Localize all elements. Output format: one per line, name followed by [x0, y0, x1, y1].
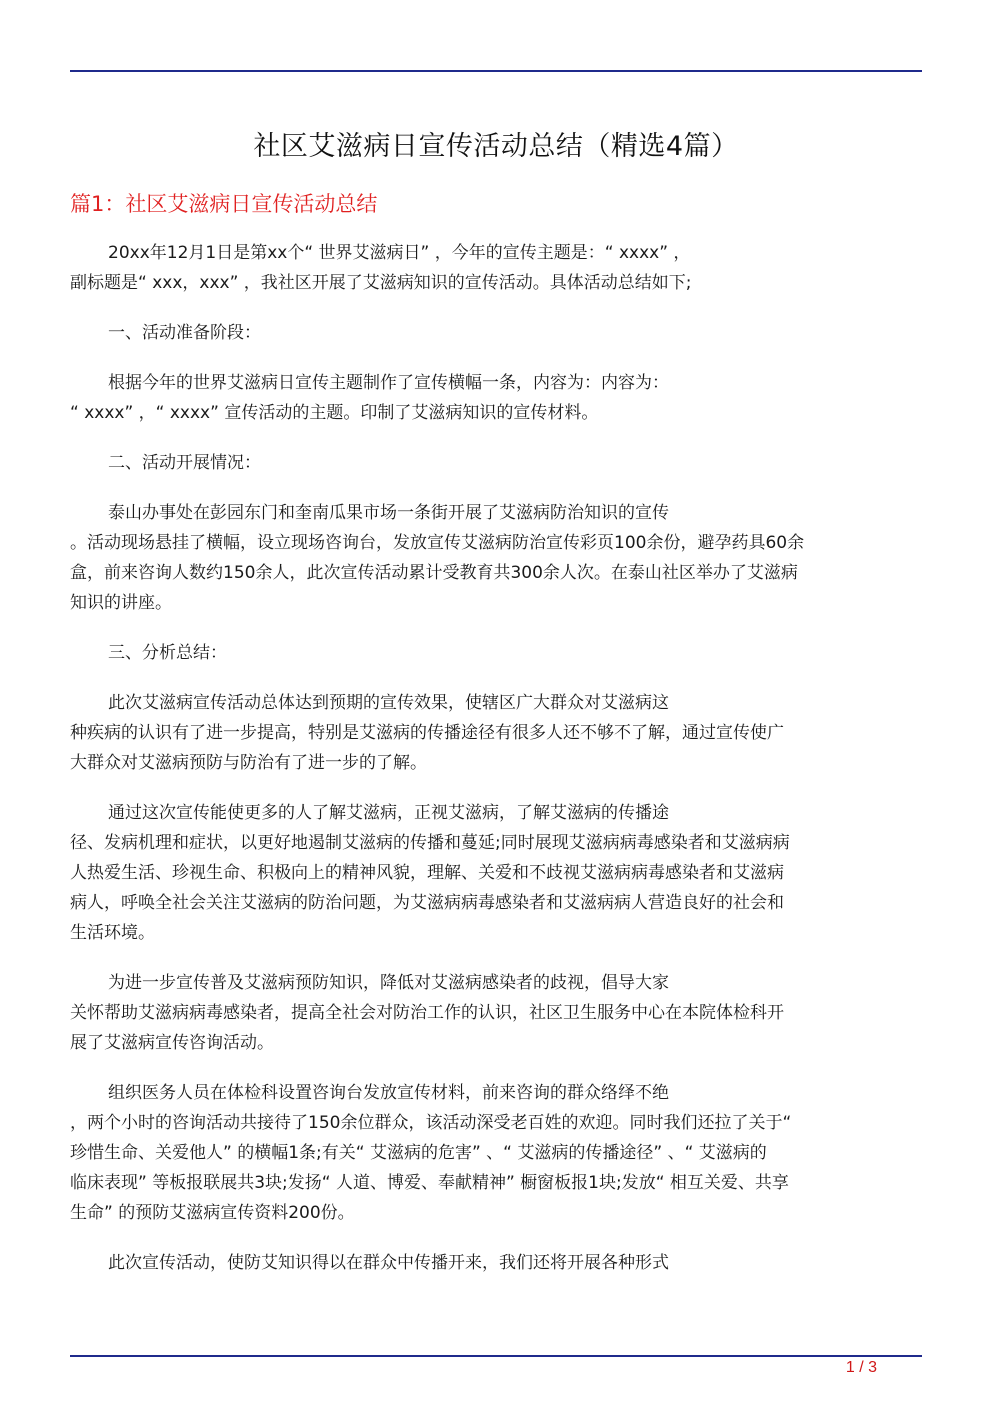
- paragraph-line: 病人，呼唤全社会关注艾滋病的防治问题，为艾滋病病毒感染者和艾滋病病人营造良好的社会和: [70, 893, 784, 913]
- paragraph-line: 一、活动准备阶段：: [108, 323, 261, 343]
- paragraph-line: 珍惜生命、关爱他人” 的横幅1条;有关“ 艾滋病的危害” 、“ 艾滋病的传播途径” 、“ 艾滋病的: [70, 1143, 767, 1163]
- paragraph-line: 泰山办事处在彭园东门和奎南瓜果市场一条街开展了艾滋病防治知识的宣传: [108, 503, 669, 523]
- paragraph-line: 知识的讲座。: [70, 593, 172, 613]
- header-divider: [70, 70, 922, 72]
- paragraph-line: 此次艾滋病宣传活动总体达到预期的宣传效果，使辖区广大群众对艾滋病这: [108, 693, 669, 713]
- paragraph-line: “ xxxx” ，“ xxxx” 宣传活动的主题。印制了艾滋病知识的宣传材料。: [70, 403, 599, 423]
- paragraph: [70, 238, 922, 298]
- paragraph: [70, 968, 922, 1058]
- document-body: [70, 238, 922, 1298]
- paragraph: [70, 638, 922, 668]
- paragraph: [70, 368, 922, 428]
- paragraph-line: 生命” 的预防艾滋病宣传资料200份。: [70, 1203, 355, 1223]
- paragraph-line: 通过这次宣传能使更多的人了解艾滋病，正视艾滋病，了解艾滋病的传播途: [108, 803, 669, 823]
- paragraph-line: 此次宣传活动，使防艾知识得以在群众中传播开来，我们还将开展各种形式: [108, 1253, 669, 1273]
- paragraph: [70, 798, 922, 948]
- paragraph: [70, 448, 922, 478]
- paragraph-line: 副标题是“ xxx，xxx” ，我社区开展了艾滋病知识的宣传活动。具体活动总结如下;: [70, 273, 692, 293]
- paragraph-line: 展了艾滋病宣传咨询活动。: [70, 1033, 274, 1053]
- paragraph-line: 大群众对艾滋病预防与防治有了进一步的了解。: [70, 753, 427, 773]
- paragraph-line: 二、活动开展情况：: [108, 453, 261, 473]
- page-number: 1 / 3: [845, 1359, 877, 1376]
- paragraph-line: 组织医务人员在体检科设置咨询台发放宣传材料，前来咨询的群众络绎不绝: [108, 1083, 669, 1103]
- paragraph-line: 。活动现场悬挂了横幅，设立现场咨询台，发放宣传艾滋病防治宣传彩页100余份，避孕药具60余: [70, 533, 805, 553]
- paragraph-line: 盒，前来咨询人数约150余人，此次宣传活动累计受教育共300余人次。在泰山社区举办了艾滋病: [70, 563, 798, 583]
- paragraph-line: 三、分析总结：: [108, 643, 227, 663]
- paragraph-line: 根据今年的世界艾滋病日宣传主题制作了宣传横幅一条，内容为：内容为：: [108, 373, 669, 393]
- paragraph-line: 种疾病的认识有了进一步提高，特别是艾滋病的传播途径有很多人还不够不了解，通过宣传使广: [70, 723, 784, 743]
- section-heading: 篇1：社区艾滋病日宣传活动总结: [70, 192, 378, 216]
- paragraph-line: 人热爱生活、珍视生命、积极向上的精神风貌，理解、关爱和不歧视艾滋病病毒感染者和艾滋病: [70, 863, 784, 883]
- paragraph: [70, 1248, 922, 1278]
- paragraph-line: 径、发病机理和症状，以更好地遏制艾滋病的传播和蔓延;同时展现艾滋病病毒感染者和艾滋病病: [70, 833, 790, 853]
- paragraph-line: ，两个小时的咨询活动共接待了150余位群众，该活动深受老百姓的欢迎。同时我们还拉了关于“: [70, 1113, 792, 1133]
- paragraph-line: 生活环境。: [70, 923, 155, 943]
- paragraph: [70, 498, 922, 618]
- paragraph: [70, 1078, 922, 1228]
- paragraph-line: 20xx年12月1日是第xx个“ 世界艾滋病日” ，今年的宣传主题是：“ xxxx” ，: [108, 243, 691, 263]
- paragraph-line: 关怀帮助艾滋病病毒感染者，提高全社会对防治工作的认识，社区卫生服务中心在本院体检科开: [70, 1003, 784, 1023]
- document-title: 社区艾滋病日宣传活动总结（精选4篇）: [253, 131, 739, 162]
- paragraph-line: 为进一步宣传普及艾滋病预防知识，降低对艾滋病感染者的歧视，倡导大家: [108, 973, 669, 993]
- footer-divider: [70, 1355, 922, 1357]
- paragraph-line: 临床表现” 等板报联展共3块;发扬“ 人道、博爱、奉献精神” 橱窗板报1块;发放“ 相互关爱、共享: [70, 1173, 789, 1193]
- paragraph: [70, 688, 922, 778]
- paragraph: [70, 318, 922, 348]
